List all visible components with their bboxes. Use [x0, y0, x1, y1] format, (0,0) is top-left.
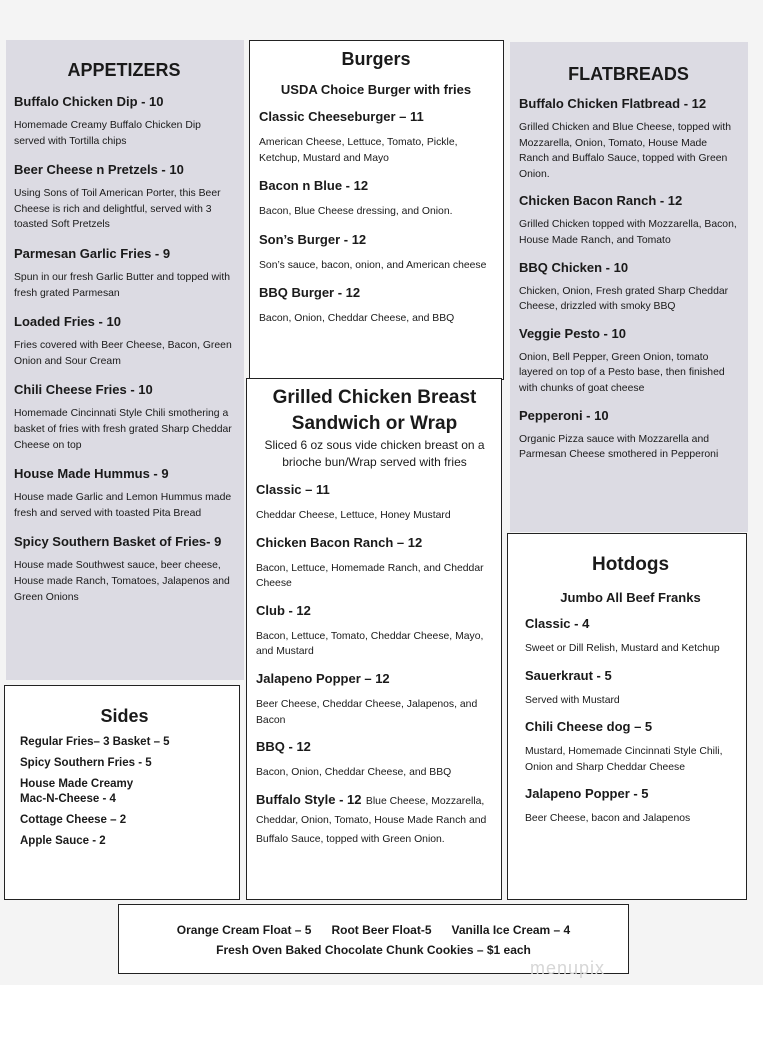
flatbreads-panel: [510, 42, 748, 532]
item-name: Chili Cheese dog – 5: [525, 719, 653, 735]
menu-item: [259, 285, 493, 327]
menu-item: [519, 260, 738, 315]
item-desc: House made Southwest sauce, beer cheese, House made Ranch, Tomatoes, Jalapenos and Green Onions: [14, 560, 230, 603]
item-desc: Spun in our fresh Garlic Butter and topped with fresh grated Parmesan: [14, 271, 231, 299]
menu-item: [14, 162, 234, 233]
item-desc: Bacon, Onion, Cheddar Cheese, and BBQ: [259, 313, 455, 325]
item-name: House Made Hummus - 9: [14, 466, 169, 482]
item-name: Chili Cheese Fries - 10: [14, 382, 153, 398]
item-desc: American Cheese, Lettuce, Tomato, Pickle, Ketchup, Mustard and Mayo: [259, 137, 458, 164]
burgers-subtitle: USDA Choice Burger with fries: [280, 82, 472, 97]
menu-item: [259, 178, 493, 220]
item-name: Jalapeno Popper - 5: [525, 786, 649, 802]
page-bottom-margin: [0, 985, 763, 1052]
item-name: Classic - 4: [525, 616, 590, 631]
item-name: Parmesan Garlic Fries - 9: [14, 245, 171, 261]
item-name: Chicken Bacon Ranch - 12: [519, 193, 683, 209]
side-item: Regular Fries– 3 Basket – 5: [20, 736, 170, 748]
sides-title: Sides: [100, 706, 149, 726]
item-desc: Grilled Chicken topped with Mozzarella, Bacon, House Made Ranch, and Tomato: [519, 219, 737, 246]
menu-item: [14, 246, 234, 301]
menu-item: [525, 786, 736, 827]
side-item: House Made Creamy Mac-N-Cheese - 4: [20, 778, 134, 805]
chicken-title-line1: Grilled Chicken Breast: [272, 387, 477, 408]
side-item: Cottage Cheese – 2: [20, 814, 127, 826]
item-desc: Served with Mustard: [525, 694, 620, 706]
item-desc: Bacon, Onion, Cheddar Cheese, and BBQ: [256, 767, 452, 779]
item-name: Buffalo Chicken Dip - 10: [14, 94, 164, 109]
menu-item: [519, 193, 738, 248]
item-desc: Bacon, Lettuce, Tomato, Cheddar Cheese, Mayo, and Mustard: [256, 630, 484, 658]
item-desc: House made Garlic and Lemon Hummus made fresh and served with toasted Pita Bread: [14, 492, 232, 519]
menu-item: [256, 791, 493, 848]
menu-item: [256, 671, 493, 728]
menu-item: [14, 94, 234, 149]
watermark-logo: menupix: [530, 958, 606, 978]
side-item: Spicy Southern Fries - 5: [20, 757, 152, 769]
menu-item: [525, 668, 736, 709]
menu-item: [14, 382, 234, 453]
item-desc: Grilled Chicken and Blue Cheese, topped with Mozzarella, Onion, Tomato, House Made Ranch and Buffalo Sauce, topped with Green Onion.: [519, 122, 731, 180]
hotdogs-panel: [507, 533, 747, 900]
item-name: Pepperoni - 10: [519, 407, 609, 423]
menu-item: [256, 482, 493, 524]
menu-item: [14, 534, 234, 605]
menu-item: [519, 96, 738, 182]
footer-cookies-line: Fresh Oven Baked Chocolate Chunk Cookies – $1 each: [216, 943, 531, 957]
item-name: Spicy Southern Basket of Fries- 9: [14, 534, 222, 550]
item-name: BBQ Chicken - 10: [519, 259, 629, 275]
item-desc: Bacon, Blue Cheese dressing, and Onion.: [259, 206, 453, 218]
item-name: Loaded Fries - 10: [14, 314, 121, 330]
item-name: Classic Cheeseburger – 11: [259, 109, 424, 124]
item-desc: Cheddar Cheese, Lettuce, Honey Mustard: [256, 510, 451, 521]
item-desc: Beer Cheese, bacon and Jalapenos: [525, 813, 691, 825]
item-name: Veggie Pesto - 10: [519, 325, 626, 341]
item-name: BBQ - 12: [256, 739, 311, 755]
item-desc: Onion, Bell Pepper, Green Onion, tomato layered on top of a Pesto base, then finished with chunks of goat cheese: [519, 351, 725, 394]
item-desc: Homemade Creamy Buffalo Chicken Dip served with Tortilla chips: [14, 120, 201, 147]
item-name: Buffalo Style - 12: [256, 791, 362, 807]
item-desc: Homemade Cincinnati Style Chili smothering a basket of fries with fresh grated Sharp Cheddar Cheese on top: [14, 408, 232, 451]
menu-item: [256, 603, 493, 660]
item-name: Buffalo Chicken Flatbread - 12: [519, 96, 707, 111]
menu-item: [525, 719, 736, 775]
item-desc: Son’s sauce, bacon, onion, and American cheese: [259, 259, 487, 271]
menu-item: [525, 616, 736, 657]
burgers-panel: [249, 40, 504, 380]
chicken-subtitle: Sliced 6 oz sous vide chicken breast on a brioche bun/Wrap served with fries: [264, 438, 485, 469]
item-name: Son’s Burger - 12: [259, 231, 367, 247]
menu-item: [256, 739, 493, 781]
hotdogs-title: Hotdogs: [591, 554, 670, 575]
item-name: BBQ Burger - 12: [259, 285, 361, 301]
hotdogs-subtitle: Jumbo All Beef Franks: [560, 590, 701, 605]
footer-desserts-line: Orange Cream Float – 5 Root Beer Float-5 Vanilla Ice Cream – 4: [176, 923, 571, 937]
item-name: Beer Cheese n Pretzels - 10: [14, 162, 184, 178]
menu-item: [14, 466, 234, 521]
flatbreads-title: FLATBREADS: [568, 64, 689, 84]
item-name: Sauerkraut - 5: [525, 667, 612, 683]
menu-item: [519, 408, 738, 463]
item-desc: Mustard, Homemade Cincinnati Style Chili, Onion and Sharp Cheddar Cheese: [525, 746, 723, 773]
menu-item: [14, 314, 234, 369]
menu-item: [259, 109, 493, 166]
item-desc: Blue Cheese, Mozzarella, Cheddar, Onion, Tomato, House Made Ranch and Buffalo Sauce, topped with Green Onion.: [256, 795, 487, 845]
item-name: Classic – 11: [256, 482, 330, 497]
item-desc: Organic Pizza sauce with Mozzarella and Parmesan Cheese smothered in Pepperoni: [519, 433, 719, 461]
item-name: Chicken Bacon Ranch – 12: [256, 534, 423, 550]
item-desc: Chicken, Onion, Fresh grated Sharp Cheddar Cheese, drizzled with smoky BBQ: [519, 285, 729, 313]
side-item: Apple Sauce - 2: [20, 835, 106, 847]
item-desc: Beer Cheese, Cheddar Cheese, Jalapenos, and Bacon: [256, 698, 478, 726]
menu-item: [256, 535, 493, 592]
item-desc: Bacon, Lettuce, Homemade Ranch, and Cheddar Cheese: [256, 562, 484, 590]
menu-item: [519, 326, 738, 397]
item-name: Bacon n Blue - 12: [259, 178, 369, 194]
chicken-title-line2: Sandwich or Wrap: [291, 413, 458, 434]
item-desc: Using Sons of Toil American Porter, this Beer Cheese is rich and delightful, served with 3 toasted Soft Pretzels: [14, 188, 221, 231]
sides-panel: [4, 685, 240, 900]
item-name: Jalapeno Popper – 12: [256, 670, 390, 686]
item-desc: Sweet or Dill Relish, Mustard and Ketchup: [525, 643, 720, 654]
appetizers-panel: [6, 40, 244, 680]
appetizers-title: APPETIZERS: [67, 60, 181, 80]
item-name: Club - 12: [256, 602, 311, 618]
item-desc: Fries covered with Beer Cheese, Bacon, Green Onion and Sour Cream: [14, 340, 232, 367]
chicken-panel: [246, 378, 502, 900]
burgers-title: Burgers: [341, 49, 411, 69]
menu-item: [259, 232, 493, 274]
